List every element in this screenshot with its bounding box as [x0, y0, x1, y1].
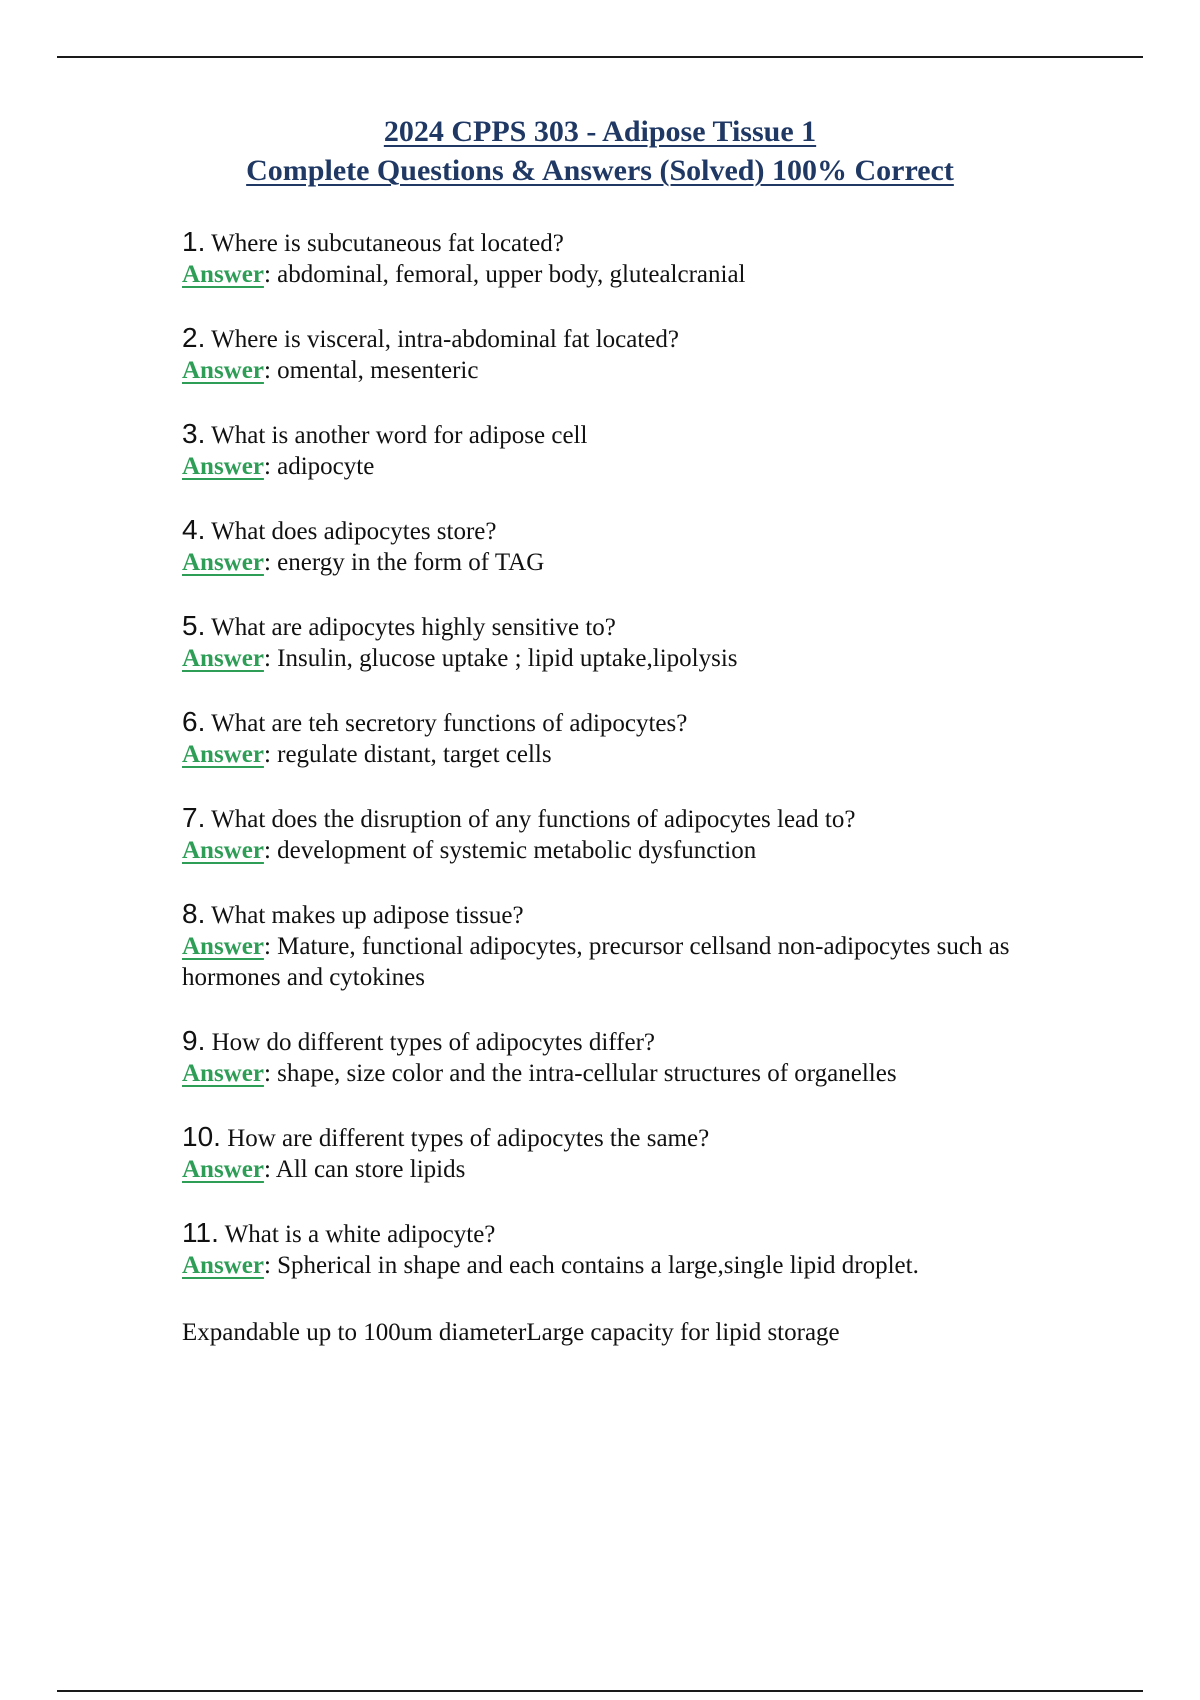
answer-label: Answer	[182, 837, 264, 864]
title-line-1: 2024 CPPS 303 - Adipose Tissue 1	[383, 115, 817, 148]
qa-item	[182, 1217, 1112, 1348]
qa-item	[182, 1121, 1112, 1185]
answer-separator: :	[263, 741, 271, 768]
qa-item	[182, 226, 1112, 290]
answer	[182, 1250, 1112, 1281]
question	[182, 322, 1112, 355]
question-number: 3.	[182, 418, 206, 449]
question-text: Where is subcutaneous fat located?	[211, 230, 564, 257]
question-number: 4.	[182, 514, 206, 545]
answer-separator: :	[263, 933, 271, 960]
question	[182, 514, 1112, 547]
title-line-2: Complete Questions & Answers (Solved) 100% Correct	[246, 154, 954, 187]
answer-text: abdominal, femoral, upper body, glutealcranial	[277, 261, 746, 288]
answer-text: omental, mesenteric	[277, 357, 479, 384]
qa-item	[182, 706, 1112, 770]
bottom-rule	[57, 1690, 1143, 1692]
question-number: 2.	[182, 322, 206, 353]
answer-label: Answer	[182, 1252, 264, 1279]
answer	[182, 451, 1112, 482]
answer-label: Answer	[182, 453, 264, 480]
answer-text: Insulin, glucose uptake ; lipid uptake,lipolysis	[277, 645, 738, 672]
question-number: 11.	[182, 1217, 219, 1248]
answer	[182, 931, 1112, 993]
extra-text: Expandable up to 100um diameterLarge capacity for lipid storage	[182, 1319, 840, 1346]
answer	[182, 1058, 1112, 1089]
qa-item	[182, 898, 1112, 993]
question	[182, 802, 1112, 835]
qa-item	[182, 610, 1112, 674]
question	[182, 1121, 1112, 1154]
answer-separator: :	[263, 1252, 271, 1279]
question	[182, 226, 1112, 259]
question-number: 7.	[182, 802, 206, 833]
answer	[182, 1154, 1112, 1185]
qa-list	[182, 226, 1112, 1380]
question-number: 1.	[182, 226, 206, 257]
qa-item	[182, 1025, 1112, 1089]
question-text: Where is visceral, intra-abdominal fat located?	[211, 326, 680, 353]
answer-label: Answer	[182, 1156, 264, 1183]
question-text: What is another word for adipose cell	[211, 422, 588, 449]
document-title	[0, 112, 1200, 190]
answer-separator: :	[263, 1060, 271, 1087]
answer-label: Answer	[182, 1060, 264, 1087]
answer-separator: :	[263, 1156, 271, 1183]
question	[182, 898, 1112, 931]
question-number: 5.	[182, 610, 206, 641]
answer	[182, 739, 1112, 770]
answer	[182, 355, 1112, 386]
question-number: 6.	[182, 706, 206, 737]
question	[182, 706, 1112, 739]
qa-item	[182, 514, 1112, 578]
question-text: What are teh secretory functions of adipocytes?	[211, 710, 688, 737]
answer	[182, 259, 1112, 290]
question-text: How do different types of adipocytes differ?	[211, 1029, 655, 1056]
question-text: What are adipocytes highly sensitive to?	[211, 614, 616, 641]
answer-text: adipocyte	[277, 453, 375, 480]
answer-separator: :	[263, 357, 271, 384]
answer-separator: :	[263, 837, 271, 864]
answer-label: Answer	[182, 741, 264, 768]
top-rule	[57, 56, 1143, 58]
answer-label: Answer	[182, 261, 264, 288]
answer-text: energy in the form of TAG	[277, 549, 545, 576]
answer-text: All can store lipids	[275, 1156, 466, 1183]
answer-separator: :	[263, 645, 271, 672]
answer-text: development of systemic metabolic dysfunction	[277, 837, 757, 864]
question-text: What does the disruption of any functions of adipocytes lead to?	[211, 806, 856, 833]
answer-text: regulate distant, target cells	[277, 741, 552, 768]
answer-label: Answer	[182, 549, 264, 576]
answer-label: Answer	[182, 645, 264, 672]
question	[182, 418, 1112, 451]
answer	[182, 835, 1112, 866]
answer-separator: :	[263, 261, 271, 288]
answer	[182, 547, 1112, 578]
question-number: 9.	[182, 1025, 206, 1056]
qa-item	[182, 802, 1112, 866]
answer-text: Mature, functional adipocytes, precursor cellsand non-adipocytes such as hormones and cytokines	[182, 933, 1010, 991]
answer-text: Spherical in shape and each contains a large,single lipid droplet.	[277, 1252, 919, 1279]
question-text: What does adipocytes store?	[211, 518, 497, 545]
answer-label: Answer	[182, 933, 264, 960]
question-number: 10.	[182, 1121, 221, 1152]
question	[182, 610, 1112, 643]
answer	[182, 643, 1112, 674]
answer-text: shape, size color and the intra-cellular structures of organelles	[277, 1060, 897, 1087]
question-text: How are different types of adipocytes the same?	[227, 1125, 710, 1152]
question	[182, 1217, 1112, 1250]
answer-label: Answer	[182, 357, 264, 384]
qa-item	[182, 418, 1112, 482]
answer-separator: :	[263, 549, 271, 576]
question	[182, 1025, 1112, 1058]
question-number: 8.	[182, 898, 206, 929]
answer-separator: :	[263, 453, 271, 480]
qa-item	[182, 322, 1112, 386]
question-text: What makes up adipose tissue?	[211, 902, 524, 929]
question-text: What is a white adipocyte?	[224, 1221, 496, 1248]
